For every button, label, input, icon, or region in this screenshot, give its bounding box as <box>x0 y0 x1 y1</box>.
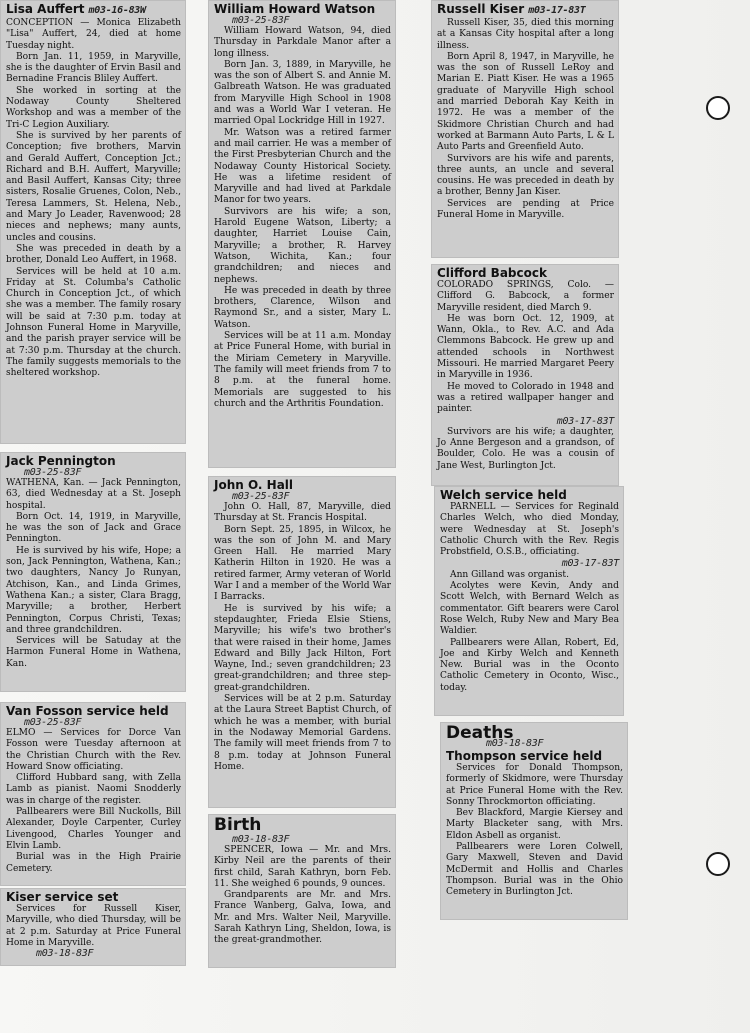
paragraph: PARNELL — Services for Reginald Charles Welch, who died Monday, were Wednesday at St. Joseph's Catholic Church with the Rev. Regis Probstfield, O.S.B., officiating. <box>440 502 619 558</box>
paragraph: William Howard Watson, 94, died Thursday in Parkdale Manor after a long illness. <box>214 26 391 59</box>
article-body <box>437 18 614 221</box>
article-body <box>437 280 614 472</box>
article-body <box>6 904 181 949</box>
paragraph: Pallbearers were Bill Nuckolls, Bill Alexander, Doyle Carpenter, Curley Livengood, Charles Younger and Elvin Lamb. <box>6 807 181 851</box>
article-body <box>446 763 623 899</box>
headline: Kiser service set <box>6 890 119 904</box>
paragraph: Born April 8, 1947, in Maryville, he was the son of Russell LeRoy and Marian E. Piatt Kiser. He was a 1965 graduate of Maryville High school and married Deborah Kay Keith in 1972. He was a member of the Skidmore Christian Church and had worked at Barmann Auto Parts, L & L Auto Parts and Greenfield Auto. <box>437 51 614 153</box>
paragraph: Bev Blackford, Margie Kiersey and Marty Blacketer sang, with Mrs. Eldon Asbell as organist. <box>446 808 623 841</box>
handwritten-date: m03-18-83F <box>232 834 290 845</box>
paragraph: He is survived by his wife; a stepdaughter, Frieda Elsie Stiens, Maryville; his wife's two brother's that were raised in their home, James Edward and Billy Jack Hilton, Fort Wayne, Ind.; seven grandchildren; 23 great-grandchildren; and three step-great-grandchildren. <box>214 603 391 693</box>
paragraph: Mr. Watson was a retired farmer and mail carrier. He was a member of the First Presbyterian Church and the Nodaway County Historical Society. He was a lifetime resident of Maryville and had lived at Parkdale Manor for two years. <box>214 127 391 206</box>
paragraph: Services for Russell Kiser, Maryville, who died Thursday, will be at 2 p.m. Saturday at Price Funeral Home in Maryville. <box>6 904 181 948</box>
clipping-clifford-babcock <box>431 264 619 486</box>
clipping-kiser-service-set <box>0 888 186 966</box>
paragraph: Russell Kiser, 35, died this morning at a Kansas City hospital after a long illness. <box>437 18 614 51</box>
paragraph: Services will be at 2 p.m. Saturday at the Laura Street Baptist Church, of which he was a member, with burial in the Nodaway Memorial Gardens. The family will meet friends from 7 to 8 p.m. today at Johnson Funeral Home. <box>214 694 391 772</box>
paragraph: Ann Gilland was organist. <box>450 569 569 580</box>
clipping-thompson-service <box>440 722 628 920</box>
handwritten-date: m03-25-83F <box>24 467 82 478</box>
headline: William Howard Watson <box>214 2 376 16</box>
paragraph: Services will be Satuday at the Harmon Funeral Home in Wathena, Kan. <box>6 636 181 669</box>
article-body <box>214 26 391 410</box>
handwritten-date: m03-16-83W <box>88 5 146 16</box>
paragraph: Services are pending at Price Funeral Home in Maryville. <box>437 198 614 221</box>
clipping-van-fosson <box>0 702 186 886</box>
headline: Van Fosson service held <box>6 704 169 718</box>
paragraph: Born Jan. 11, 1959, in Maryville, she is the daughter of Ervin Basil and Bernadine Francis Bliley Auffert. <box>6 51 181 85</box>
handwritten-date: m03-25-83F <box>232 491 290 502</box>
paragraph: Survivors are his wife and parents, three aunts, an uncle and several cousins. He was preceded in death by a brother, Benny Jan Kiser. <box>437 153 614 198</box>
handwritten-date: m03-17-83T <box>528 5 586 16</box>
paragraph: Survivors are his wife; a son, Harold Eugene Watson, Liberty; a daughter, Harriet Louise Cain, Maryville; a brother, R. Harvey Watson, Wichita, Kan.; four grandchildren; and nieces and nephews. <box>214 206 391 285</box>
clipping-birth <box>208 814 396 968</box>
paragraph: Born Oct. 14, 1919, in Maryville, he was the son of Jack and Grace Pennington. <box>6 511 181 545</box>
paragraph: Survivors are his wife; a daughter, Jo Anne Bergeson and a grandson, of Boulder, Colo. He was a cousin of Jane West, Burlington Jct. <box>437 426 614 471</box>
handwritten-date: m03-18-83F <box>36 948 94 960</box>
paragraph: Services will be at 11 a.m. Monday at Price Funeral Home, with burial in the Miriam Cemetery in Maryville. The family will meet friends from 7 to 8 p.m. at the funeral home. Memorials are suggested to his church and the Arthritis Foundation. <box>214 331 391 409</box>
paragraph: SPENCER, Iowa — Mr. and Mrs. Kirby Neil are the parents of their first child, Sarah Kathryn, born Feb. 11. She weighed 6 pounds, 9 ounces. <box>214 845 391 889</box>
binder-hole-top <box>706 96 730 120</box>
paragraph: John O. Hall, 87, Maryville, died Thursday at St. Francis Hospital. <box>214 502 391 524</box>
clipping-lisa-auffert <box>0 0 186 444</box>
paragraph: She is survived by her parents of Conception; five brothers, Marvin and Gerald Auffert, Conception Jct.; Richard and B.H. Auffert, Maryville; and Basil Auffert, Kansas City; three sisters, Rosalie Gruenes, Colon, Neb., Teresa Lammers, St. Helena, Neb., and Mary Jo Leader, Ravenwood; 28 nieces and nephews; many aunts, uncles and cousins. <box>6 130 181 243</box>
paragraph: Services for Donald Thompson, formerly of Skidmore, were Thursday at Price Funeral Home with the Rev. Sonny Throckmorton officiating. <box>446 763 623 807</box>
binder-hole-bottom <box>706 852 730 876</box>
article-body <box>440 502 619 694</box>
headline: Thompson service held <box>446 749 603 763</box>
paragraph: Born Jan. 3, 1889, in Maryville, he was the son of Albert S. and Annie M. Galbreath Watson. He was graduated from Maryville High School in 1908 and was a World War I veteran. He married Opal Lockridge Hill in 1927. <box>214 59 391 127</box>
paragraph: CONCEPTION — Monica Elizabeth "Lisa" Auffert, 24, died at home Tuesday night. <box>6 18 181 51</box>
paragraph: Acolytes were Kevin, Andy and Scott Welch, with Bernard Welch as commentator. Gift bearers were Carol Rose Welch, Ruby New and Mary Bea Waldier. <box>440 581 619 637</box>
paragraph: Grandparents are Mr. and Mrs. France Wanberg, Galva, Iowa, and Mr. and Mrs. Walter Neil, Maryville. Sarah Kathryn Ling, Sheldon, Iowa, is the great-grandmother. <box>214 890 391 946</box>
handwritten-date: m03-25-83F <box>24 717 82 728</box>
clipping-john-o-hall <box>208 476 396 808</box>
clipping-william-howard-watson <box>208 0 396 468</box>
clipping-russell-kiser <box>431 0 619 258</box>
paragraph: He was preceded in death by three brothers, Clarence, Wilson and Raymond Sr., and a sister, Mary L. Watson. <box>214 285 391 330</box>
paragraph: Born Sept. 25, 1895, in Wilcox, he was the son of John M. and Mary Green Hall. He married Mary Katherin Hilton in 1920. He was a retired farmer, Army veteran of World War I and a member of the World War I Barracks. <box>214 524 391 603</box>
handwritten-date: m03-17-83T <box>561 558 619 570</box>
handwritten-date: m03-18-83F <box>486 738 544 749</box>
paragraph: Burial was in the High Prairie Cemetery. <box>6 852 181 874</box>
paragraph: WATHENA, Kan. — Jack Pennington, 63, died Wednesday at a St. Joseph hospital. <box>6 478 181 511</box>
headline: John O. Hall <box>214 478 294 492</box>
paragraph: Pallbearers were Allan, Robert, Ed, Joe and Kirby Welch and Kenneth New. Burial was in the Oconto Catholic Cemetery in Oconto, Wisc., today. <box>440 637 619 693</box>
paragraph: He was born Oct. 12, 1909, at Wann, Okla., to Rev. A.C. and Ada Clemmons Babcock. He grew up and attended schools in Northwest Missouri. He married Margaret Peery in Maryville in 1936. <box>437 313 614 381</box>
headline: Russell Kiser <box>437 2 525 16</box>
headline: Welch service held <box>440 488 567 502</box>
article-body <box>6 478 181 670</box>
paragraph: ELMO — Services for Dorce Van Fosson were Tuesday afternoon at the Christian Church with the Rev. Howard Snow officiating. <box>6 728 181 772</box>
paragraph: Clifford Hubbard sang, with Zella Lamb as pianist. Naomi Snodderly was in charge of the register. <box>6 773 181 806</box>
paragraph: He moved to Colorado in 1948 and was a retired wallpaper hanger and painter. <box>437 381 614 415</box>
clipping-welch-service <box>434 486 624 716</box>
article-body <box>214 845 391 947</box>
section-heading: Deaths <box>446 723 514 743</box>
article-body <box>214 502 391 773</box>
headline: Lisa Auffert <box>6 2 85 16</box>
paragraph: Services will be held at 10 a.m. Friday at St. Columba's Catholic Church in Conception Jct., of which she was a member. The family rosary will be said at 7:30 p.m. today at Johnson Funeral Home in Maryville, and the parish prayer service will be at 7:30 p.m. Thursday at the church. The family suggests memorials to the sheltered workshop. <box>6 266 181 379</box>
paragraph: He is survived by his wife, Hope; a son, Jack Pennington, Wathena, Kan.; two daughters, Nancy Jo Runyan, Atchison, Kan., and Linda Grimes, Wathena Kan.; a sister, Clara Bragg, Maryville; a brother, Herbert Pennington, Corpus Christi, Texas; and three grandchildren. <box>6 545 181 635</box>
handwritten-date: m03-25-83F <box>232 15 290 26</box>
article-body <box>6 728 181 875</box>
clipping-jack-pennington <box>0 452 186 692</box>
paragraph: She was preceded in death by a brother, Donald Leo Auffert, in 1968. <box>6 243 181 266</box>
paragraph: She worked in sorting at the Nodaway County Sheltered Workshop and was a member of the Tri-C Legion Auxiliary. <box>6 85 181 130</box>
paragraph: Pallbearers were Loren Colwell, Gary Maxwell, Steven and David McDermit and Hollis and Charles Thompson. Burial was in the Ohio Cemetery in Burlington Jct. <box>446 842 623 898</box>
headline: Jack Pennington <box>6 454 116 468</box>
handwritten-date: m03-17-83T <box>556 415 614 427</box>
headline: Birth <box>214 815 262 835</box>
headline: Clifford Babcock <box>437 266 547 280</box>
article-body <box>6 18 181 380</box>
paragraph: COLORADO SPRINGS, Colo. — Clifford G. Babcock, a former Maryville resident, died March 9. <box>437 280 614 313</box>
